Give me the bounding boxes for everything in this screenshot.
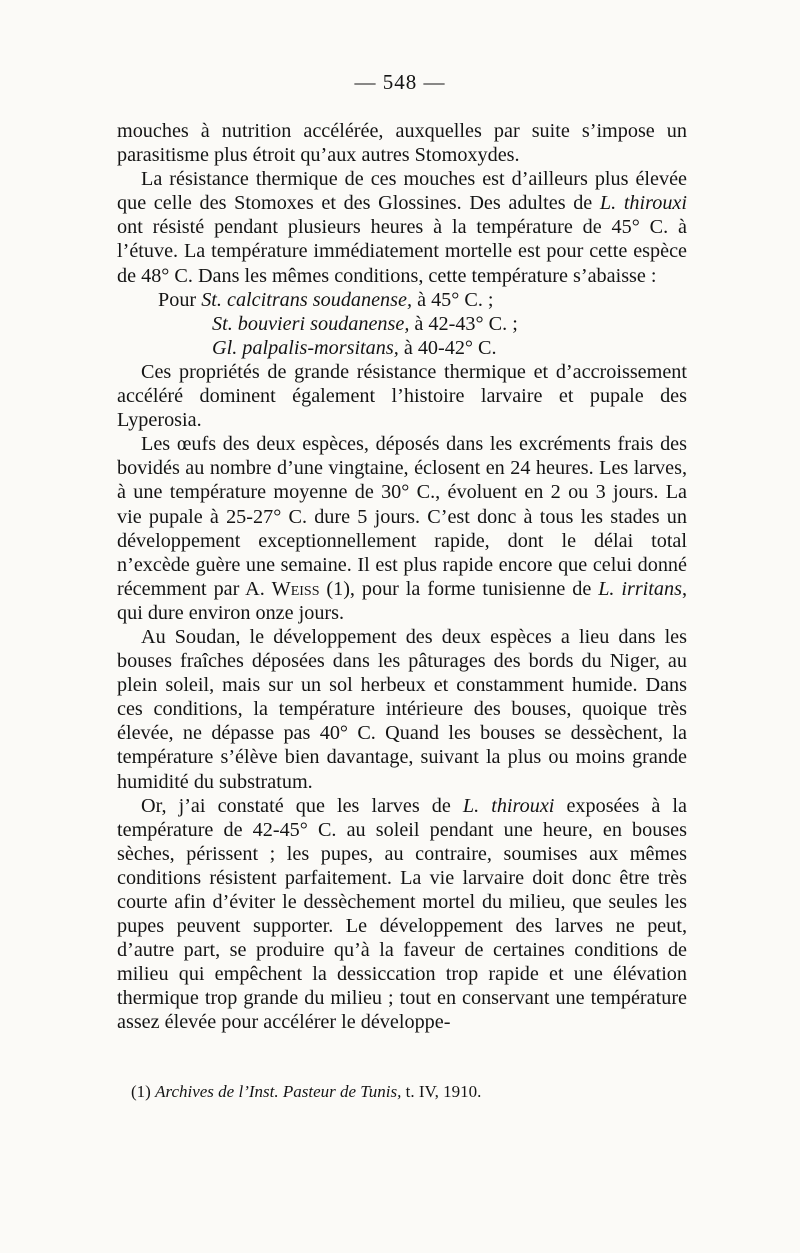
list-item [117,336,687,360]
paragraph-text: ont résisté pendant plusieurs heures à la température de 45° C. à l’étuve. La température immédiatement mortelle est pour cette espèce de 48° C. Dans les mêmes conditions, cette température s’abaisse : [117,216,687,287]
list-value: à 40-42° C. [398,336,497,359]
paragraph-4 [117,432,687,625]
paragraph-1 [117,119,687,167]
species-name: St. bouvieri soudanense, [212,312,410,335]
paragraph-text: mouches à nutrition accélérée, auxquelles par suite s’impose un parasitisme plus étroit qu’aux autres Stomoxydes. [117,120,687,167]
page-number: — 548 — [354,70,446,94]
species-name: L. thirouxi [599,192,687,215]
paragraph-text: (1), pour la forme tunisienne de [319,577,599,600]
species-name: Gl. palpalis-morsitans, [212,336,399,359]
list-prefix: Pour [158,288,202,311]
paragraph-2 [117,167,687,287]
list-item [117,288,687,312]
paragraph-3 [117,360,687,432]
paragraph-text: Ces propriétés de grande résistance thermique et d’accroissement accéléré dominent également l’histoire larvaire et pupale des Lyperosia. [117,360,687,432]
footnote-source: Archives de l’Inst. Pasteur de Tunis, [155,1082,402,1101]
list-item [117,312,687,336]
footnote-text: t. IV, 1910. [401,1082,482,1101]
paragraph-text: La résistance thermique de ces mouches est d’ailleurs plus élevée que celle des Stomoxes et des Glossines. Des adultes de [117,168,687,215]
list-value: à 42-43° C. ; [409,312,518,335]
author-name: Weiss [271,577,320,600]
footnote-marker: (1) [131,1082,156,1101]
body-text [117,119,687,1035]
temperature-list [117,288,687,360]
paragraph-6 [117,794,687,1035]
paragraph-text: Au Soudan, le développement des deux espèces a lieu dans les bouses fraîches déposées dans les pâturages des bords du Niger, au plein soleil, mais sur un sol herbeux et constamment humide. Dans ces conditions, la température intérieure des bouses, quoique très élevée, ne dépasse pas 40° C. Quand les bouses se dessèchent, la température s’élève bien davantage, suivant la plus ou moins grande humidité du substratum. [117,625,687,793]
list-value: à 45° C. ; [412,288,494,311]
paragraph-5 [117,625,687,794]
paragraph-text: , qui dure environ onze jours. [117,577,687,624]
species-name: L. irritans [598,577,682,600]
paragraph-text: Or, j’ai constaté que les larves de [141,794,463,817]
species-name: L. thirouxi [462,794,555,817]
paragraph-text: Les œufs des deux espèces, déposés dans les excréments frais des bovidés au nombre d’une vingtaine, éclosent en 24 heures. Les larves, à une température moyenne de 30° C., évoluent en 2 ou 3 jours. La vie pupale à 25-27° C. dure 5 jours. C’est donc à tous les stades un développement exceptionnellement rapide, dont le délai total n’excède guère une semaine. Il est plus rapide encore que celui donné récemment par A. [117,433,687,600]
paragraph-text: exposées à la température de 42-45° C. au soleil pendant une heure, en bouses sèches, périssent ; les pupes, au contraire, soumises aux mêmes conditions résistent parfaitement. La vie larvaire doit donc être très courte afin d’éviter le dessèchement mortel du milieu, que seules les pupes peuvent supporter. Le développement des larves ne peut, d’autre part, se produire qu’à la faveur de certaines conditions de milieu qui empêchent la dessiccation trop rapide et une élévation thermique trop grande du milieu ; tout en conservant une température assez élevée pour accélérer le développe- [117,794,687,1034]
footnote [131,1081,671,1103]
species-name: St. calcitrans soudanense, [201,288,413,311]
